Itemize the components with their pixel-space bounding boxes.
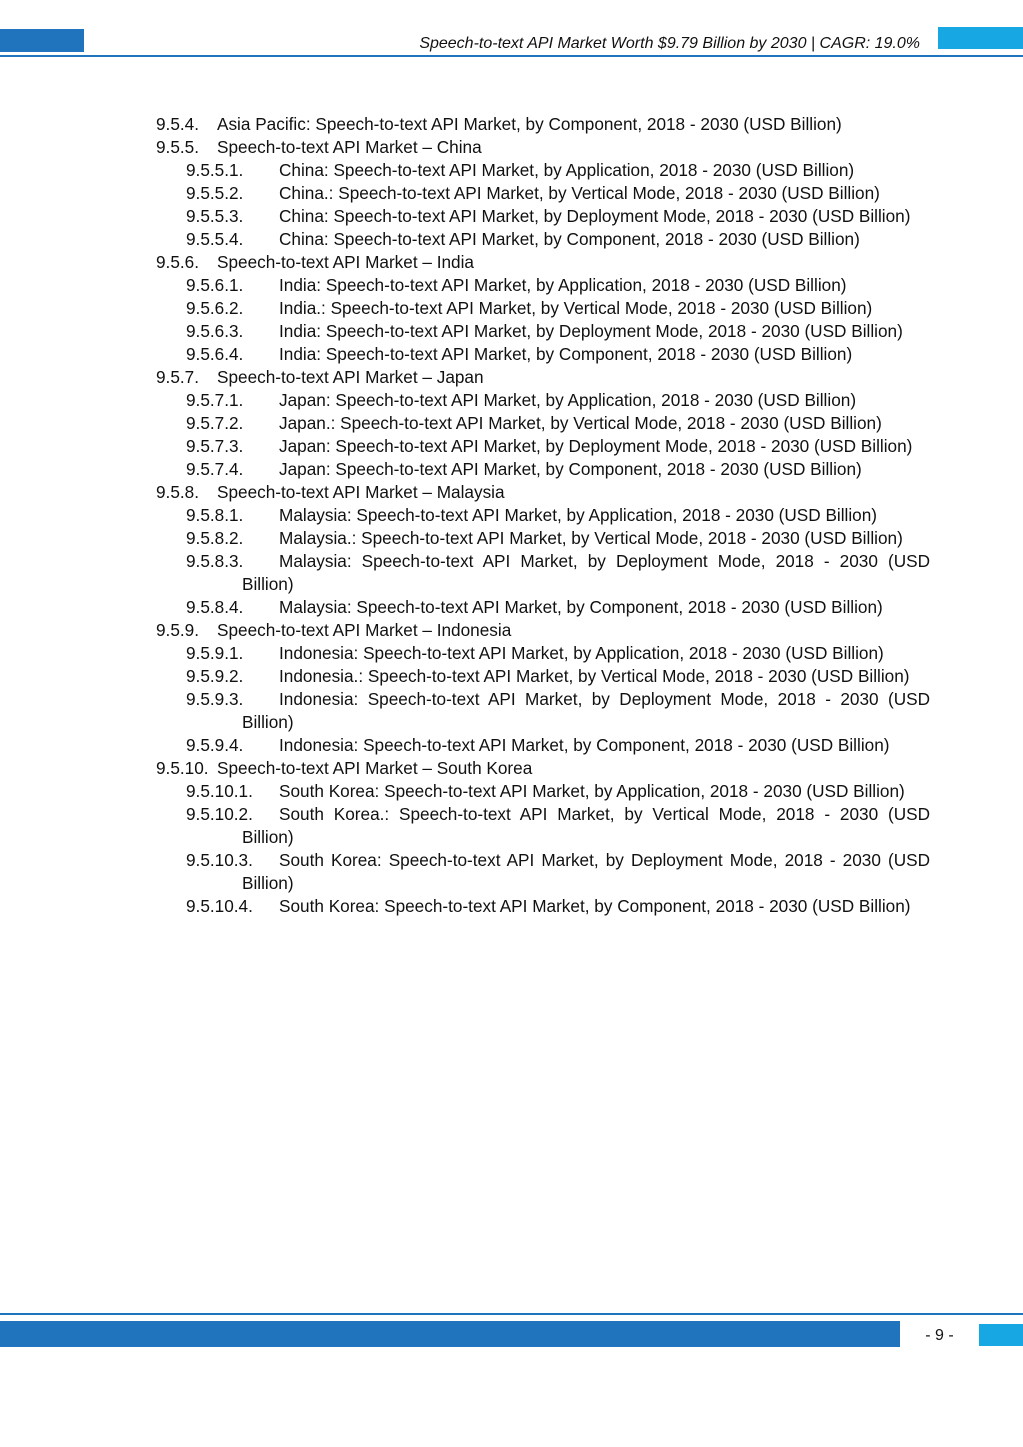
toc-subentry [0,297,1023,320]
toc-entry-text: Speech-to-text API Market – Malaysia [217,482,505,502]
toc-subentry [0,688,1023,734]
toc-subentry [0,205,1023,228]
toc-entry-number: 9.5.8.3. [186,551,244,571]
toc-subentry [0,527,1023,550]
toc-entry-number: 9.5.7. [156,367,200,387]
footer-rule [0,1313,1023,1315]
toc-entry-text: Japan: Speech-to-text API Market, by Component, 2018 - 2030 (USD Billion) [279,459,862,479]
table-of-contents [0,113,1023,918]
toc-entry-number: 9.5.7.2. [186,413,244,433]
toc-entry-number: 9.5.7.3. [186,436,244,456]
toc-entry-number: 9.5.5.4. [186,229,244,249]
toc-entry-text: China: Speech-to-text API Market, by Deployment Mode, 2018 - 2030 (USD Billion) [279,206,911,226]
toc-entry-number: 9.5.5. [156,137,200,157]
toc-subentry [0,228,1023,251]
toc-entry-text: India: Speech-to-text API Market, by Deployment Mode, 2018 - 2030 (USD Billion) [279,321,903,341]
toc-subentry [0,734,1023,757]
toc-entry-text: China: Speech-to-text API Market, by Component, 2018 - 2030 (USD Billion) [279,229,860,249]
toc-entry-number: 9.5.5.1. [186,160,244,180]
toc-entry-number: 9.5.6.4. [186,344,244,364]
toc-subentry [0,182,1023,205]
page-number: - 9 - [925,1327,954,1344]
toc-entry-number: 9.5.8.2. [186,528,244,548]
toc-entry-number: 9.5.9.4. [186,735,244,755]
toc-entry-text: Asia Pacific: Speech-to-text API Market, by Component, 2018 - 2030 (USD Billion) [217,114,842,134]
toc-entry-text: India: Speech-to-text API Market, by Application, 2018 - 2030 (USD Billion) [279,275,847,295]
toc-entry [0,366,1023,389]
toc-entry-number: 9.5.9.1. [186,643,244,663]
toc-subentry [0,435,1023,458]
toc-entry-text: Speech-to-text API Market – Japan [217,367,484,387]
toc-entry-text: South Korea: Speech-to-text API Market, by Application, 2018 - 2030 (USD Billion) [279,781,905,801]
toc-entry-text: South Korea: Speech-to-text API Market, by Deployment Mode, 2018 - 2030 (USD Billion) [242,850,930,893]
toc-subentry [0,665,1023,688]
toc-entry-number: 9.5.8.4. [186,597,244,617]
toc-entry-number: 9.5.6. [156,252,200,272]
footer-accent-bar [0,1321,900,1347]
toc-entry-number: 9.5.10.4. [186,896,253,916]
toc-entry-number: 9.5.5.2. [186,183,244,203]
toc-subentry [0,596,1023,619]
toc-entry-text: Japan: Speech-to-text API Market, by Deployment Mode, 2018 - 2030 (USD Billion) [279,436,913,456]
header-accent-block-right [938,27,1023,49]
toc-entry-text: China.: Speech-to-text API Market, by Vertical Mode, 2018 - 2030 (USD Billion) [279,183,880,203]
toc-subentry [0,159,1023,182]
toc-entry-number: 9.5.6.3. [186,321,244,341]
toc-entry-number: 9.5.9.2. [186,666,244,686]
toc-entry-text: South Korea: Speech-to-text API Market, by Component, 2018 - 2030 (USD Billion) [279,896,911,916]
toc-entry [0,481,1023,504]
toc-entry-number: 9.5.4. [156,114,200,134]
toc-entry-number: 9.5.10.3. [186,850,253,870]
toc-entry-text: Malaysia.: Speech-to-text API Market, by Vertical Mode, 2018 - 2030 (USD Billion) [279,528,903,548]
toc-entry-number: 9.5.9.3. [186,689,244,709]
toc-entry-number: 9.5.10. [156,758,209,778]
toc-entry-number: 9.5.5.3. [186,206,244,226]
toc-entry-text: Malaysia: Speech-to-text API Market, by Application, 2018 - 2030 (USD Billion) [279,505,878,525]
toc-entry [0,251,1023,274]
toc-entry-number: 9.5.7.4. [186,459,244,479]
toc-entry [0,619,1023,642]
toc-entry-text: Indonesia: Speech-to-text API Market, by Component, 2018 - 2030 (USD Billion) [279,735,890,755]
toc-subentry [0,849,1023,895]
toc-entry-text: Japan: Speech-to-text API Market, by Application, 2018 - 2030 (USD Billion) [279,390,857,410]
toc-subentry [0,504,1023,527]
toc-subentry [0,389,1023,412]
toc-entry-text: Indonesia: Speech-to-text API Market, by Deployment Mode, 2018 - 2030 (USD Billion) [242,689,930,732]
toc-entry-number: 9.5.10.2. [186,804,253,824]
toc-entry-text: India: Speech-to-text API Market, by Component, 2018 - 2030 (USD Billion) [279,344,853,364]
toc-subentry [0,458,1023,481]
toc-entry-text: Speech-to-text API Market – China [217,137,482,157]
toc-entry-text: Japan.: Speech-to-text API Market, by Vertical Mode, 2018 - 2030 (USD Billion) [279,413,882,433]
toc-entry-text: China: Speech-to-text API Market, by Application, 2018 - 2030 (USD Billion) [279,160,855,180]
toc-entry-text: South Korea.: Speech-to-text API Market, by Vertical Mode, 2018 - 2030 (USD Billion) [242,804,930,847]
toc-entry-text: Speech-to-text API Market – India [217,252,474,272]
toc-entry-text: Speech-to-text API Market – South Korea [217,758,533,778]
header-title: Speech-to-text API Market Worth $9.79 Billion by 2030 | CAGR: 19.0% [419,35,920,52]
header-rule [0,55,1023,57]
toc-entry-number: 9.5.6.2. [186,298,244,318]
toc-subentry [0,412,1023,435]
toc-entry-text: Indonesia.: Speech-to-text API Market, by Vertical Mode, 2018 - 2030 (USD Billion) [279,666,910,686]
toc-entry-text: Indonesia: Speech-to-text API Market, by Application, 2018 - 2030 (USD Billion) [279,643,884,663]
header-accent-block-left [0,29,84,52]
toc-entry [0,113,1023,136]
toc-subentry [0,550,1023,596]
toc-entry-number: 9.5.9. [156,620,200,640]
toc-entry-text: Speech-to-text API Market – Indonesia [217,620,512,640]
footer-accent-block-right [979,1324,1023,1346]
toc-entry-number: 9.5.10.1. [186,781,253,801]
toc-entry-number: 9.5.6.1. [186,275,244,295]
toc-entry-text: India.: Speech-to-text API Market, by Vertical Mode, 2018 - 2030 (USD Billion) [279,298,873,318]
toc-entry-number: 9.5.7.1. [186,390,244,410]
toc-subentry [0,343,1023,366]
toc-subentry [0,320,1023,343]
toc-entry [0,757,1023,780]
toc-subentry [0,803,1023,849]
toc-subentry [0,642,1023,665]
toc-entry-number: 9.5.8. [156,482,200,502]
toc-entry [0,136,1023,159]
toc-subentry [0,274,1023,297]
toc-entry-text: Malaysia: Speech-to-text API Market, by Deployment Mode, 2018 - 2030 (USD Billion) [242,551,930,594]
toc-entry-text: Malaysia: Speech-to-text API Market, by Component, 2018 - 2030 (USD Billion) [279,597,883,617]
toc-subentry [0,895,1023,918]
toc-entry-number: 9.5.8.1. [186,505,244,525]
toc-subentry [0,780,1023,803]
